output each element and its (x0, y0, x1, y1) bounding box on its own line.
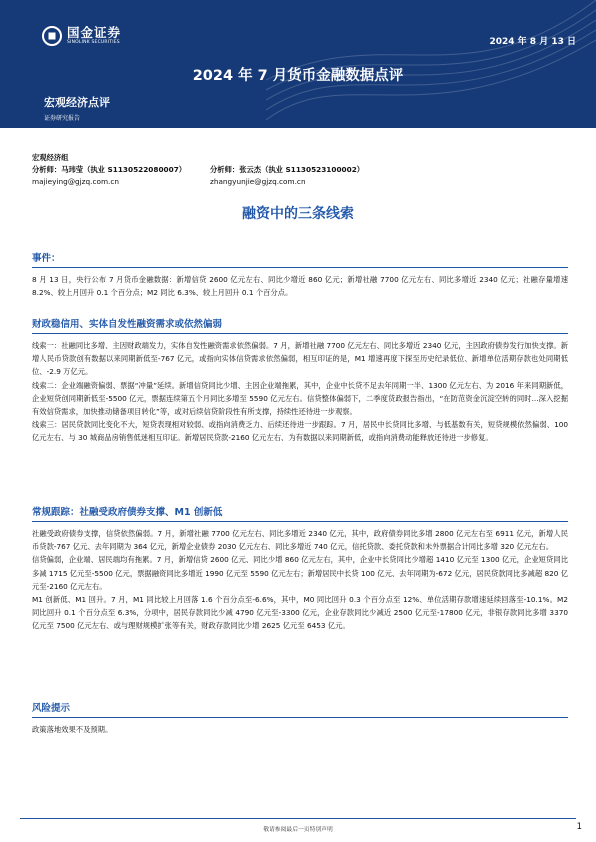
logo-english-name: SINOLINK SECURITIES (67, 40, 120, 45)
section-title: 事件： (32, 253, 61, 264)
analyst-1-label: 分析师： (32, 165, 62, 174)
section-divider (32, 717, 568, 718)
analyst-1-email[interactable]: majieying@gjzq.com.cn (32, 177, 120, 186)
research-group: 宏观经济组 (32, 153, 69, 162)
section-title: 常规跟踪：社融受政府债券支撑、M1 创新低 (32, 507, 223, 518)
analyst-1-name: 马玮莹（执业 S1130522080007） (61, 165, 187, 174)
report-category: 宏观经济点评 (44, 96, 110, 109)
report-title: 2024 年 7 月货币金融数据点评 (192, 68, 404, 84)
footer-divider (20, 818, 576, 819)
analyst-2-name: 张云杰（执业 S1130523100002） (239, 165, 365, 174)
paragraph: 线索三：居民贷款同比变化不大，短贷表现相对较弱、或指向消费乏力、后续还待进一步跟踪。7 月，居民中长贷同比多增、与低基数有关，短贷规模依然偏弱、100 亿元左右、与 30 城商品房销售低迷相互印证。新增居民贷款-2160 亿元左右、为有数据以来同期新低，或指向消费动能释放还待进一步修复。 (32, 420, 568, 443)
paragraph: M1 创新低、M1 回升。7 月，M1 同比较上月回落 1.6 个百分点至-6.6%，其中，M0 同比回升 0.3 个百分点至 12%、单位活期存款增速延续回落至-10.1%。M2 同比回升 0.1 个百分点至 6.3%，分项中，居民存款同比少减 4790 亿元至-3300 亿元，企业存款同比少减近 2500 亿元至-17800 亿元，非银存款同比多增 3370 亿元至 7500 亿元左右、或与理财规模扩张等有关，财政存款同比少增 2625 亿元至 6453 亿元。 (32, 595, 568, 631)
section-divider (32, 333, 568, 334)
paragraph: 政策落地效果不及预期。 (32, 725, 113, 734)
analyst-2 (210, 164, 364, 176)
section-risk (32, 700, 568, 736)
section-title: 财政稳信用、实体自发性融资需求或依然偏弱 (32, 319, 223, 330)
paragraph: 信贷偏弱，企业端、居民端均有拖累。7 月，新增信贷 2600 亿元、同比少增 860 亿元左右，其中，企业中长贷同比少增超 1410 亿元至 1300 亿元，企业短贷同比多减 1715 亿元至-5500 亿元，票据融资同比多增近 1990 亿元至 5590 亿元左右；新增居民中长贷 100 亿元、去年同期为-672 亿元，居民贷款同比多减超 820 亿元至-2160 亿元左右。 (32, 555, 568, 591)
main-headline: 融资中的三条线索 (242, 206, 354, 222)
analyst-2-email[interactable]: zhangyunjie@gjzq.com.cn (210, 177, 306, 186)
page-number: 1 (576, 822, 582, 832)
analyst-2-label: 分析师： (210, 165, 240, 174)
report-date: 2024 年 8 月 13 日 (489, 37, 576, 47)
footer-disclaimer[interactable]: 敬请参阅最后一页特别声明 (263, 827, 333, 833)
logo-mark-icon (42, 26, 62, 46)
company-logo (42, 26, 121, 46)
analyst-info (32, 152, 364, 188)
paragraph: 线索二：企业端融资偏弱、票据“冲量”延续。新增信贷同比少增、主因企业端拖累，其中，企业中长贷不足去年同期一半、1300 亿元左右、为 2016 年来同期新低，企业短贷创同期新低至-5500 亿元，票据连续第五个月同比多增至 5590 亿元左右。信贷整体偏弱下，二季度货政报告指出，“在防范资金沉淀空转的同时...深入挖掘有效信贷需求，加快推动储备项目转化”等，或对后续信贷阶段性有所支撑，持续性还待进一步观察。 (32, 380, 568, 417)
section-tracking (32, 504, 568, 633)
analyst-1 (32, 164, 210, 176)
report-category-sub: 证券研究报告 (44, 115, 81, 122)
section-credit (32, 316, 568, 445)
paragraph: 社融受政府债券支撑，信贷依然偏弱。7 月，新增社融 7700 亿元左右、同比多增近 2340 亿元，其中，政府债券同比多增 2800 亿元左右至 6911 亿元，新增人民币贷款-767 亿元、去年同期为 364 亿元，新增企业债券 2030 亿元左右、同比多增近 740 亿元，信托贷款、委托贷款和未外票据合计同比多增 320 亿元左右。 (32, 529, 568, 552)
section-title: 风险提示 (32, 703, 71, 714)
section-divider (32, 267, 568, 268)
logo-chinese-name: 国金证券 (67, 25, 122, 40)
logo-text (67, 26, 121, 46)
section-events (32, 250, 568, 299)
analyst-names-row (32, 164, 364, 176)
section-divider (32, 521, 568, 522)
paragraph: 8 月 13 日，央行公布 7 月货币金融数据：新增信贷 2600 亿元左右、同比少增近 860 亿元；新增社融 7700 亿元左右、同比多增近 2340 亿元；社融存量增速 8.2%、较上月回升 0.1 个百分点；M2 同比 6.3%、较上月回升 0.1 个百分点。 (32, 275, 568, 298)
paragraph: 线索一：社融同比多增、主因财政端发力，实体自发性融资需求依然偏弱。7 月，新增社融 7700 亿元左右、同比多增近 2340 亿元，主因政府债券发行加快支撑。新增人民币贷款创有数据以来同期新低至-767 亿元，或指向实体信贷需求依然偏弱，相互印证的是，M1 增速再度下探至历史纪录低位、新增单位活期存款也处同期低位、-2.9 万亿元。 (32, 341, 568, 377)
report-header-band (0, 0, 596, 128)
analyst-emails-row (32, 176, 364, 188)
